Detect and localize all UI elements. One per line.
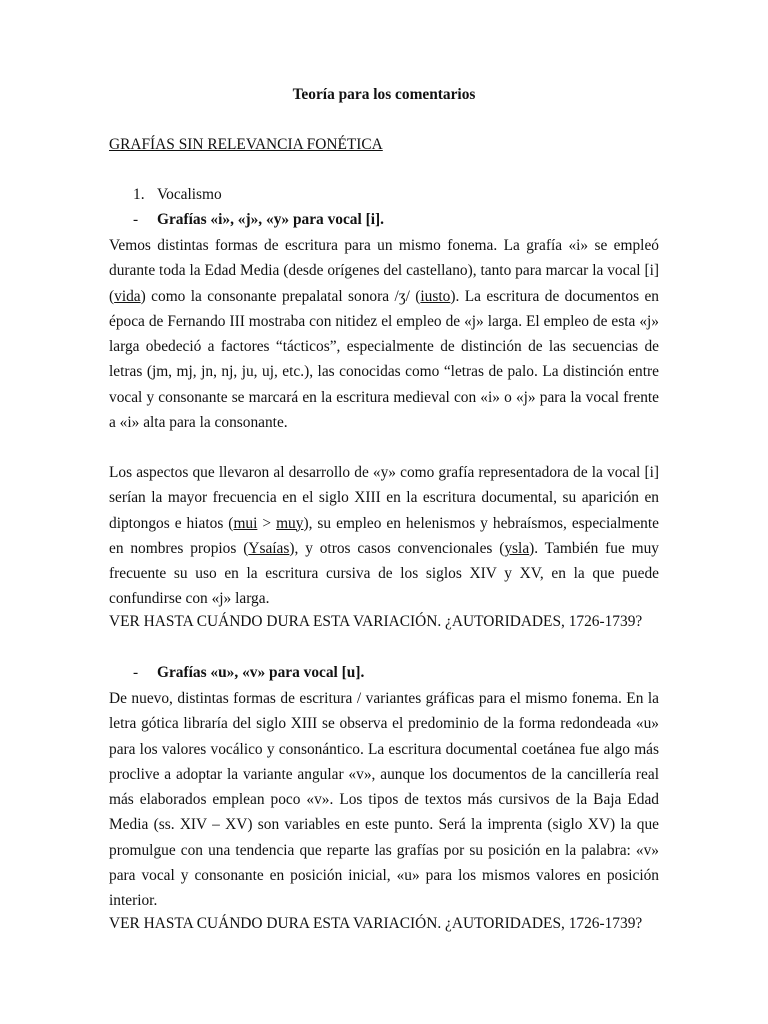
subsection-heading-text: Grafías «i», «j», «y» para vocal [i]. (157, 211, 384, 228)
page-title: Teoría para los comentarios (292, 86, 476, 103)
item-label: Vocalismo (157, 186, 222, 203)
numbered-item (133, 186, 222, 204)
example-word: vida (114, 287, 141, 305)
dash-marker: - (133, 664, 139, 681)
text-run: ). También fue muy frecuente su uso en la escritura cursiva de los siglos XIV y XV, en la que puede confundirse con «j» larga. (109, 539, 659, 608)
text-run: Vemos distintas formas de escritura para un mismo fonema. La grafía «i» se empleó durante toda la Edad Media (desde orígenes del castellano), tanto para marcar la vocal [i] ( (109, 237, 659, 305)
text-run: Los aspectos que llevaron al desarrollo de «y» como grafía representadora de la vocal [i] serían la mayor frecuencia en el siglo XIII en la escritura documental, su aparición en diptongos e hiatos ( (109, 464, 659, 532)
example-word: Ysaías (248, 539, 290, 557)
note-line: VER HASTA CUÁNDO DURA ESTA VARIACIÓN. ¿AUTORIDADES, 1726-1739? (109, 915, 643, 932)
subsection-heading-u (133, 664, 364, 682)
note-line: VER HASTA CUÁNDO DURA ESTA VARIACIÓN. ¿AUTORIDADES, 1726-1739? (109, 613, 643, 630)
subsection-heading-i (133, 211, 384, 229)
example-word: mui (233, 514, 258, 532)
dash-marker: - (133, 211, 139, 228)
item-number: 1. (133, 186, 145, 203)
subsection-heading-text: Grafías «u», «v» para vocal [u]. (157, 664, 365, 681)
text-run: > (257, 514, 277, 532)
paragraph-grafias-i-1 (109, 233, 659, 435)
example-word: ysla (504, 539, 530, 557)
section-heading: GRAFÍAS SIN RELEVANCIA FONÉTICA (109, 136, 383, 153)
example-word: muy (276, 514, 304, 532)
paragraph-grafias-i-2 (109, 460, 659, 612)
text-run: ), y otros casos convencionales ( (289, 539, 505, 557)
text-run: ). La escritura de documentos en época de Fernando III mostraba con nitidez el empleo de «j» larga. El empleo de esta «j» larga obedeció a factores “tácticos”, especialmente de distinción de las secuencias de letras (jm, mj, jn, nj, ju, uj, etc.), las conocidas como “letras de palo. La distinción entre vocal y consonante se marcará en la escritura medieval con «i» o «j» para la vocal frente a «i» alta para la consonante. (109, 287, 659, 432)
paragraph-grafias-u-1: De nuevo, distintas formas de escritura / variantes gráficas para el mismo fonema. En la letra gótica libraría del siglo XIII se observa el predominio de la forma redondeada «u» para los valores vocálico y consonántico. La escritura documental coetánea fue algo más proclive a adoptar la variante angular «v», aunque los documentos de la cancillería real más elaborados emplean poco «v». Los tipos de textos más cursivos de la Baja Edad Media (ss. XIV – XV) son variables en este punto. Será la imprenta (siglo XV) la que promulgue con una tendencia que reparte las grafías por su posición en la palabra: «v» para vocal y consonante en posición inicial, «u» para los mismos valores en posición interior. (109, 690, 659, 910)
text-run: ), su empleo en helenismos y hebraísmos, especialmente en nombres propios ( (109, 514, 659, 557)
example-word: iusto (420, 287, 451, 305)
text-run: ) como la consonante prepalatal sonora /ʒ/ ( (140, 287, 421, 305)
